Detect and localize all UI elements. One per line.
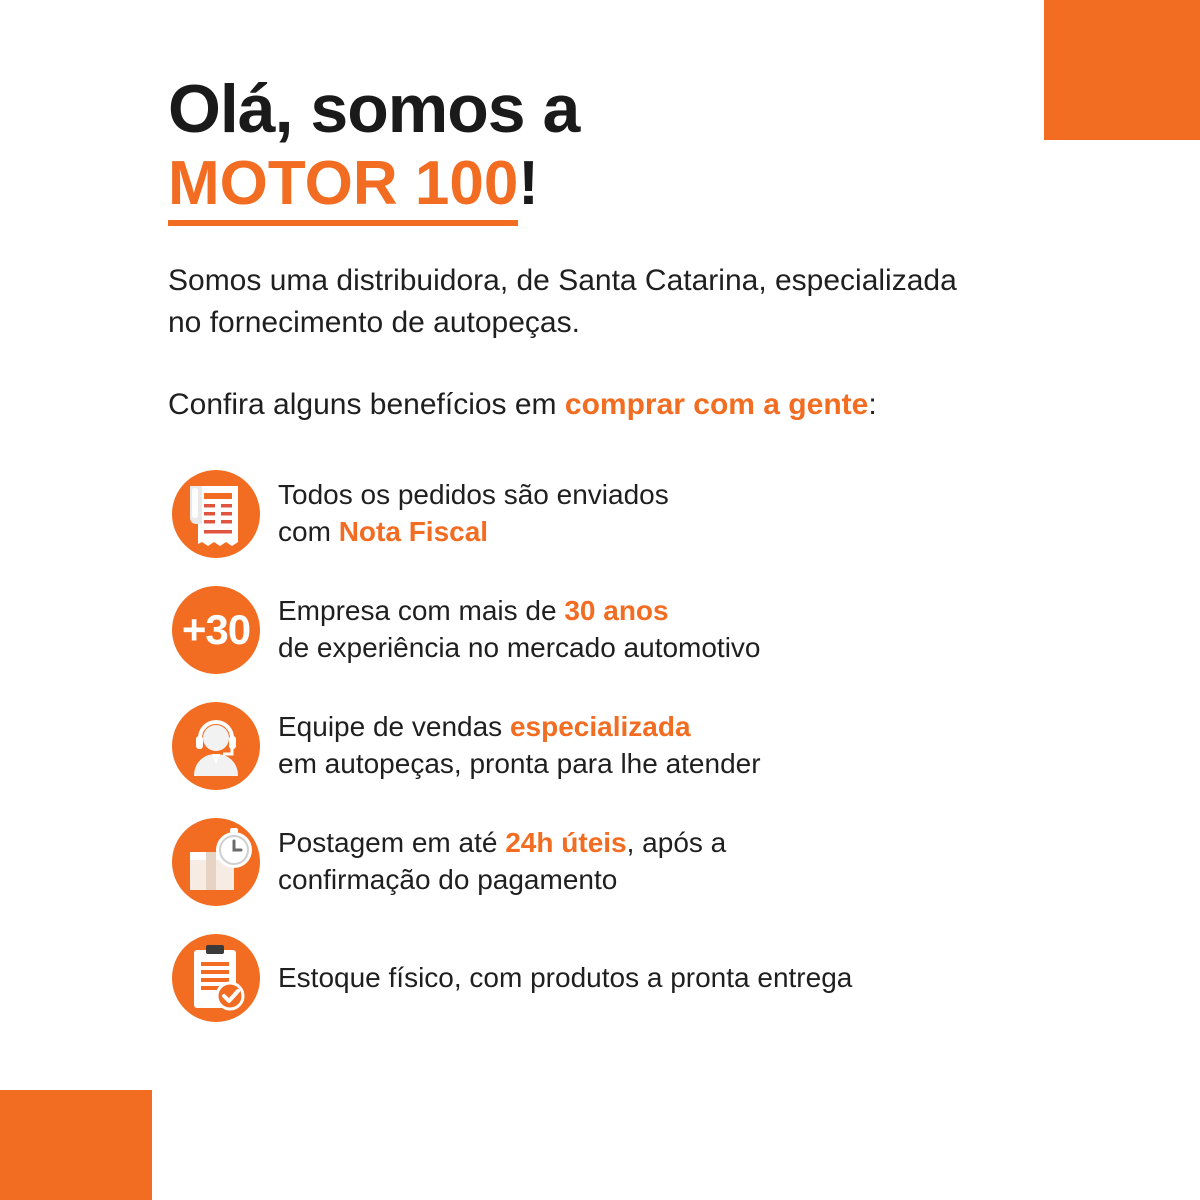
- benefit-line2: confirmação do pagamento: [278, 864, 618, 896]
- decorative-corner-bottom-left: [0, 1090, 152, 1200]
- receipt-icon: [168, 466, 264, 562]
- package-stopwatch-icon: [168, 814, 264, 910]
- benefit-text: [278, 593, 761, 667]
- page-title-line1: Olá, somos a: [168, 71, 580, 147]
- headset-agent-icon-graphic: [168, 698, 264, 794]
- clipboard-check-icon-graphic: [168, 930, 264, 1026]
- benefit-line1-prefix: Equipe de vendas: [278, 711, 510, 743]
- plus-thirty-badge-icon: [168, 582, 264, 678]
- benefit-text: [278, 709, 761, 783]
- benefit-line1-accent: 30 anos: [564, 595, 669, 627]
- benefit-line1: Todos os pedidos são enviados: [278, 479, 669, 511]
- brand-name: MOTOR 100: [168, 149, 518, 226]
- page-title-line2: [168, 149, 1088, 218]
- benefit-line1-prefix: Empresa com mais de: [278, 595, 565, 627]
- benefit-text: [278, 477, 669, 551]
- benefit-line1-accent: especializada: [509, 711, 691, 743]
- package-stopwatch-icon-graphic: [168, 814, 264, 910]
- benefit-text: [278, 960, 852, 997]
- benefit-line2: de experiência no mercado automotivo: [278, 632, 761, 664]
- benefit-line2: em autopeças, pronta para lhe atender: [278, 748, 761, 780]
- list-item: [168, 695, 1088, 797]
- brand-exclamation: !: [518, 148, 539, 218]
- list-item: [168, 579, 1088, 681]
- intro-paragraph: Somos uma distribuidora, de Santa Catarina, especializada no fornecimento de autopeças.: [168, 264, 957, 339]
- benefits-lead-suffix: :: [868, 387, 877, 421]
- clipboard-check-icon: [168, 930, 264, 1026]
- headset-agent-icon: [168, 698, 264, 794]
- badge-number-label: +30: [181, 606, 251, 654]
- benefit-line2-accent: Nota Fiscal: [338, 516, 489, 548]
- benefit-text: [278, 825, 726, 899]
- benefits-lead-prefix: Confira alguns benefícios em: [168, 387, 565, 421]
- benefits-lead: [168, 385, 1088, 426]
- list-item: [168, 927, 1088, 1029]
- benefits-lead-accent: comprar com a gente: [564, 387, 869, 421]
- benefit-line1-accent: 24h úteis: [505, 827, 627, 859]
- benefit-line1-prefix: Postagem em até: [278, 827, 506, 859]
- benefits-list: [168, 463, 1088, 1029]
- benefit-line1: Estoque físico, com produtos a pronta entrega: [278, 961, 853, 993]
- list-item: [168, 463, 1088, 565]
- content-container: [168, 71, 1088, 1043]
- benefit-line1-suffix: , após a: [626, 827, 727, 859]
- receipt-icon-graphic: [168, 466, 264, 562]
- list-item: [168, 811, 1088, 913]
- benefit-line2-prefix: com: [278, 516, 339, 548]
